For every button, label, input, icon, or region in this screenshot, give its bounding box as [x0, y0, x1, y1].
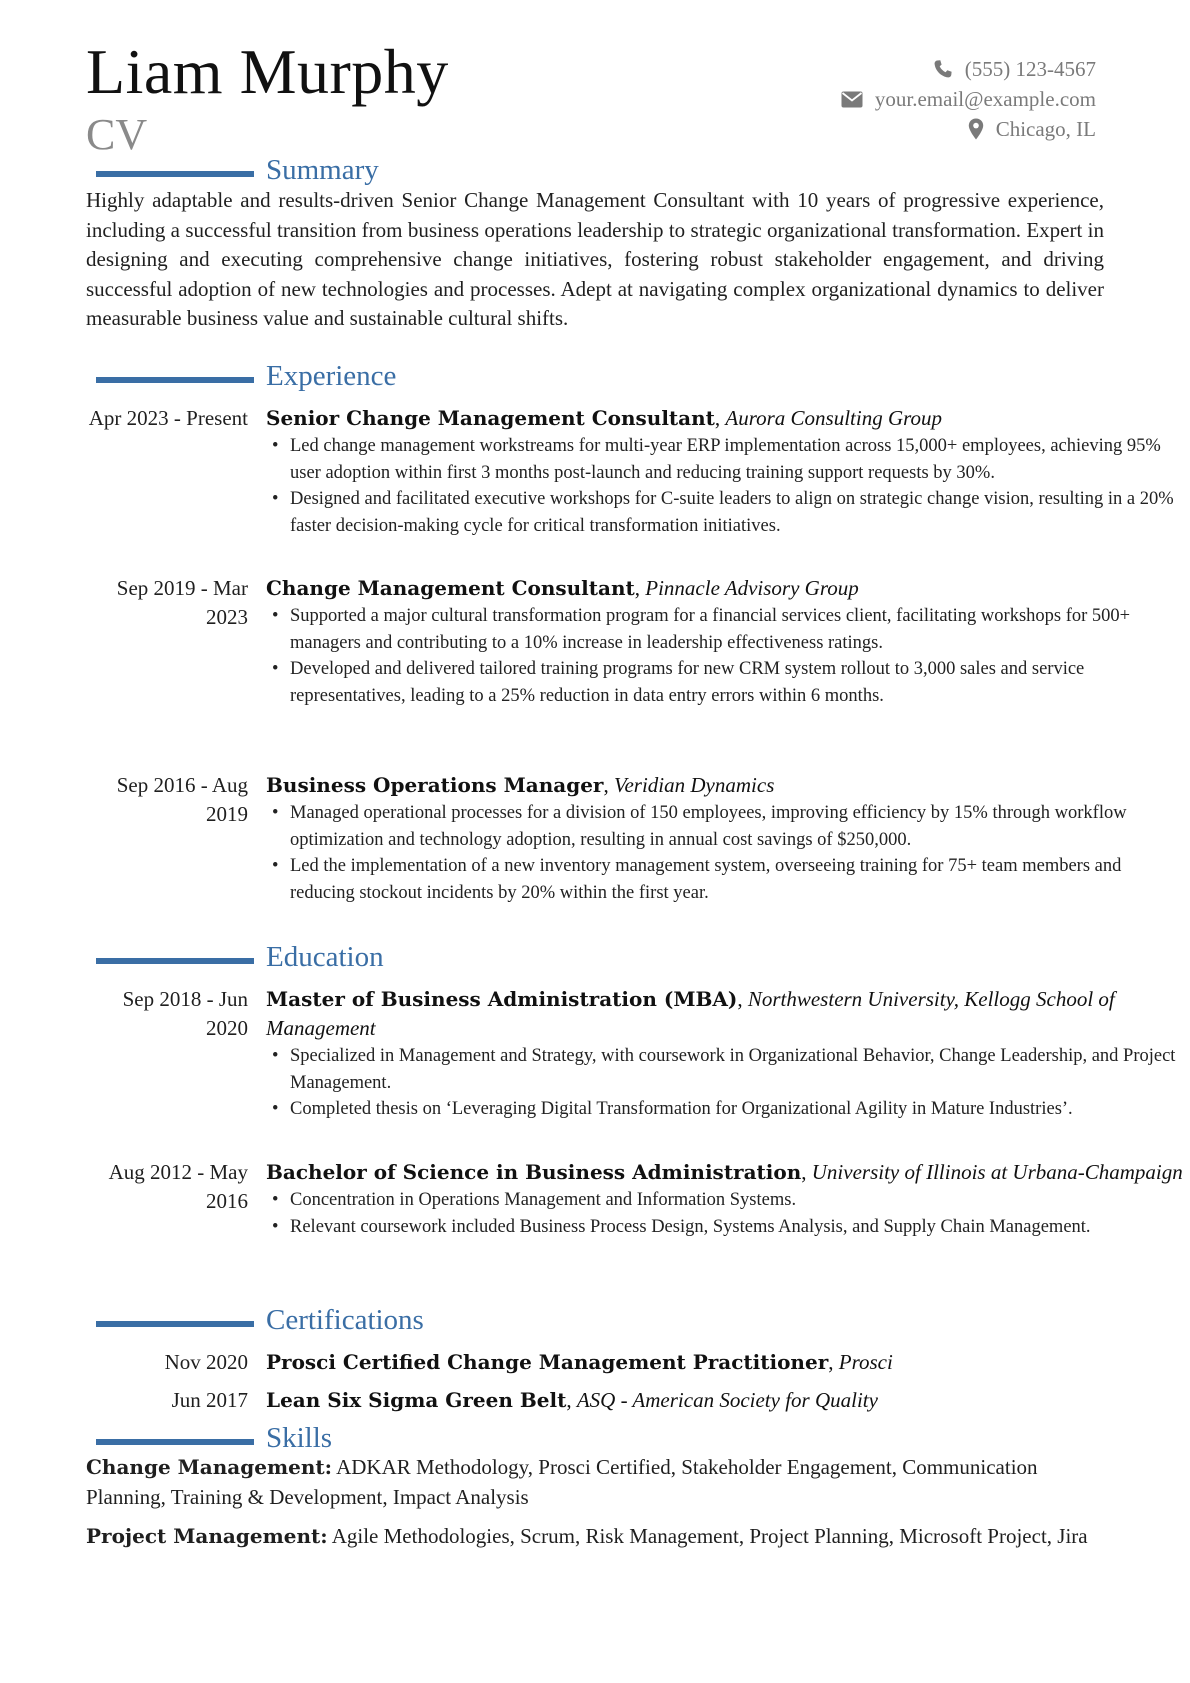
phone-icon: [933, 59, 953, 79]
entry-heading: Lean Six Sigma Green Belt, ASQ - American Society for Quality: [266, 1388, 878, 1412]
bullet-item: • Led change management workstreams for multi-year ERP implementation across 15,000+ employees, achieving 95% user adoption within first 3 months post-launch and reducing training support requests by 30%.: [266, 433, 1190, 486]
contact-phone: [841, 54, 1096, 84]
entry-bullets: [266, 800, 1190, 906]
entry-bullets: [266, 1187, 1190, 1240]
skill-group: [86, 1453, 1104, 1512]
section-title: Experience: [266, 360, 397, 392]
degree-name: Bachelor of Science in Business Administration: [266, 1160, 802, 1184]
job-title: Business Operations Manager: [266, 773, 604, 797]
entry-bullets: [266, 1043, 1190, 1123]
summary-text: Highly adaptable and results-driven Senior Change Management Consultant with 10 years of progressive experience, including a successful transition from business operations leadership to strategic organizational transformation. Expert in designing and executing comprehensive change initiatives, fostering robust stakeholder engagement, and driving successful adoption of new technologies and processes. Adept at navigating complex organizational dynamics to deliver measurable business value and sustainable cultural shifts.: [86, 188, 1104, 330]
skill-category: Change Management:: [86, 1455, 332, 1479]
entry-bullets: [266, 433, 1190, 539]
skill-category: Project Management:: [86, 1524, 328, 1548]
entry-date: Sep 2019 - Mar 2023: [116, 576, 248, 629]
skill-group: [86, 1522, 1104, 1552]
section-accent-bar: [96, 1321, 254, 1327]
email-address[interactable]: your.email@example.com: [874, 86, 1096, 111]
section-accent-bar: [96, 377, 254, 383]
degree-name: Master of Business Administration (MBA): [266, 987, 738, 1011]
company-name: Veridian Dynamics: [613, 773, 775, 797]
phone-number[interactable]: (555) 123-4567: [964, 56, 1096, 81]
bullet-item: • Designed and facilitated executive workshops for C-suite leaders to align on strategic change vision, resulting in a 20% faster decision-making cycle for critical transformation initiatives.: [266, 486, 1190, 539]
entry-bullets: [266, 603, 1190, 709]
job-title: Change Management Consultant: [266, 576, 635, 600]
bullet-item: • Completed thesis on ‘Leveraging Digital Transformation for Organizational Agility in Mature Industries’.: [266, 1096, 1190, 1123]
entry-heading: Master of Business Administration (MBA), Northwestern University, Kellogg School of Management: [266, 987, 1115, 1040]
entry-heading: Prosci Certified Change Management Practitioner, Prosci: [266, 1350, 893, 1374]
entry-content: [266, 985, 1190, 1123]
certification-name: Lean Six Sigma Green Belt: [266, 1388, 567, 1412]
company-name: Pinnacle Advisory Group: [645, 576, 859, 600]
document-subtitle: CV: [86, 110, 148, 159]
map-marker-icon: [968, 118, 984, 140]
bullet-item: • Concentration in Operations Management and Information Systems.: [266, 1187, 1190, 1214]
entry-content: [266, 771, 1190, 906]
skill-list: Agile Methodologies, Scrum, Risk Management, Project Planning, Microsoft Project, Jira: [331, 1524, 1088, 1548]
entry-content: [266, 1386, 1190, 1415]
location-text: Chicago, IL: [995, 116, 1096, 141]
section-title: Summary: [266, 154, 379, 186]
entry-heading: Business Operations Manager, Veridian Dynamics: [266, 773, 775, 797]
entry-heading: Change Management Consultant, Pinnacle Advisory Group: [266, 576, 859, 600]
envelope-icon: [841, 91, 863, 108]
issuer-name: ASQ - American Society for Quality: [576, 1388, 878, 1412]
contact-email: [841, 84, 1096, 114]
bullet-item: • Managed operational processes for a division of 150 employees, improving efficiency by 15% through workflow optimization and technology adoption, resulting in annual cost savings of $250,000.: [266, 800, 1190, 853]
section-accent-bar: [96, 171, 254, 177]
bullet-item: • Developed and delivered tailored training programs for new CRM system rollout to 3,000 sales and service representatives, leading to a 25% reduction in data entry errors within 6 months.: [266, 656, 1190, 709]
bullet-item: • Relevant coursework included Business Process Design, Systems Analysis, and Supply Chain Management.: [266, 1214, 1190, 1241]
person-name: Liam Murphy: [86, 36, 449, 107]
entry-date: Sep 2016 - Aug 2019: [116, 773, 248, 826]
entry-content: [266, 1158, 1190, 1240]
section-accent-bar: [96, 958, 254, 964]
entry-heading: Senior Change Management Consultant, Aurora Consulting Group: [266, 406, 943, 430]
entry-date: Nov 2020: [164, 1350, 248, 1374]
entry-content: [266, 1348, 1190, 1377]
entry-date: Aug 2012 - May 2016: [108, 1160, 248, 1213]
school-name: Northwestern University, Kellogg School of Management: [266, 987, 1115, 1040]
skill-list: ADKAR Methodology, Prosci Certified, Stakeholder Engagement, Communication Planning, Training & Development, Impact Analysis: [86, 1455, 1038, 1509]
job-title: Senior Change Management Consultant: [266, 406, 715, 430]
section-accent-bar: [96, 1439, 254, 1445]
issuer-name: Prosci: [838, 1350, 893, 1374]
contact-block: [841, 54, 1096, 144]
entry-content: [266, 404, 1190, 539]
entry-date: Apr 2023 - Present: [88, 406, 248, 430]
section-title: Education: [266, 941, 384, 973]
bullet-item: • Supported a major cultural transformation program for a financial services client, facilitating workshops for 500+ managers and contributing to a 10% increase in leadership effectiveness ratings.: [266, 603, 1190, 656]
section-title: Certifications: [266, 1304, 424, 1336]
bullet-item: • Specialized in Management and Strategy, with coursework in Organizational Behavior, Change Leadership, and Project Management.: [266, 1043, 1190, 1096]
entry-date: Jun 2017: [171, 1388, 248, 1412]
school-name: University of Illinois at Urbana-Champaign: [811, 1160, 1183, 1184]
certification-name: Prosci Certified Change Management Practitioner: [266, 1350, 829, 1374]
contact-location: [841, 114, 1096, 144]
company-name: Aurora Consulting Group: [725, 406, 943, 430]
entry-date: Sep 2018 - Jun 2020: [122, 987, 248, 1040]
section-title: Skills: [266, 1422, 333, 1454]
entry-heading: Bachelor of Science in Business Administration, University of Illinois at Urbana-Champaign: [266, 1160, 1183, 1184]
bullet-item: • Led the implementation of a new inventory management system, overseeing training for 75+ team members and reducing stockout incidents by 20% within the first year.: [266, 853, 1190, 906]
entry-content: [266, 574, 1190, 709]
